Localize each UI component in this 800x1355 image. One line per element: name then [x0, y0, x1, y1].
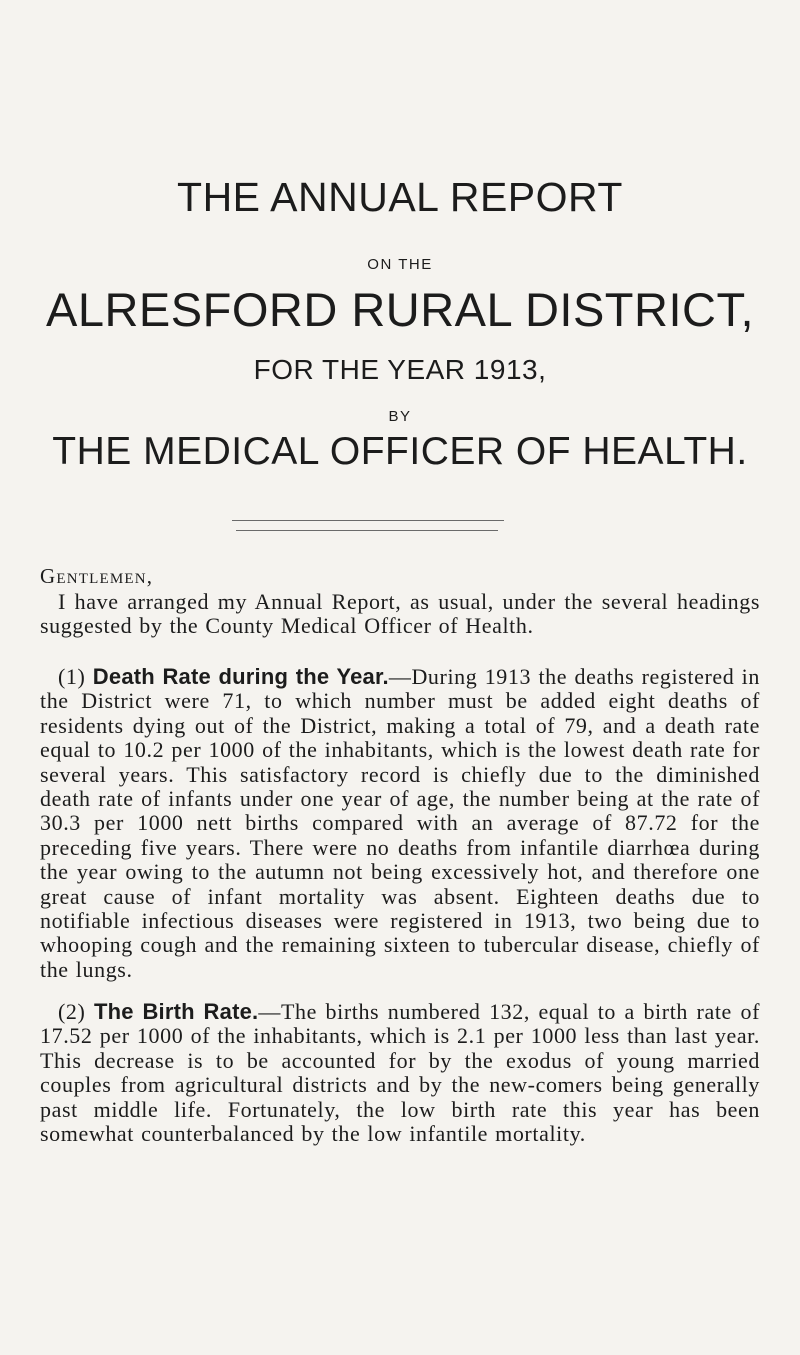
- intro-paragraph: I have arranged my Annual Report, as usual, under the several headings suggested by the County Medical Officer of Health.: [40, 589, 760, 639]
- death-rate-paragraph: [40, 665, 760, 982]
- district-name: ALRESFORD RURAL DISTRICT,: [45, 283, 755, 336]
- divider-rule: [232, 520, 504, 521]
- section-number: (2): [58, 999, 86, 1024]
- title-by: BY: [388, 408, 412, 425]
- report-year: FOR THE YEAR 1913,: [253, 354, 547, 385]
- divider-rule-lower: [236, 530, 498, 531]
- death-rate-heading: Death Rate during the Year.: [92, 664, 389, 689]
- birth-rate-heading: The Birth Rate.: [94, 999, 259, 1024]
- birth-rate-paragraph: [40, 1000, 760, 1146]
- death-rate-text: —During 1913 the deaths registered in the District were 71, to which number must be added eight deaths of residents dying out of the District, making a total of 79, and a death rate equal to 10.2 per 1000 of the inhabitants, which is the lowest death rate for several years. This satisfactory record is chiefly due to the diminished death rate of infants under one year of age, the number being at the rate of 30.3 per 1000 nett births compared with an average of 87.72 for the preceding five years. There were no deaths from infantile diarrhœa during the year owing to the autumn not being excessively hot, and therefore one great cause of infant mortality was absent. Eighteen deaths due to notifiable infectious diseases were registered in 1913, two being due to whooping cough and the remaining sixteen to tubercular disease, chiefly of the lungs.: [40, 664, 760, 982]
- salutation: Gentlemen,: [40, 564, 154, 588]
- title-on-the: ON THE: [367, 256, 433, 273]
- author-title: THE MEDICAL OFFICER OF HEALTH.: [52, 430, 748, 473]
- birth-rate-text: —The births numbered 132, equal to a birth rate of 17.52 per 1000 of the inhabitants, which is 2.1 per 1000 less than last year. This decrease is to be accounted for by the exodus of young married couples from agricultural districts and by the new-comers being generally past middle life. Fortunately, the low birth rate this year has been somewhat counterbalanced by the low infantile mortality.: [40, 999, 760, 1147]
- report-title: THE ANNUAL REPORT: [177, 174, 623, 220]
- section-number: (1): [58, 664, 86, 689]
